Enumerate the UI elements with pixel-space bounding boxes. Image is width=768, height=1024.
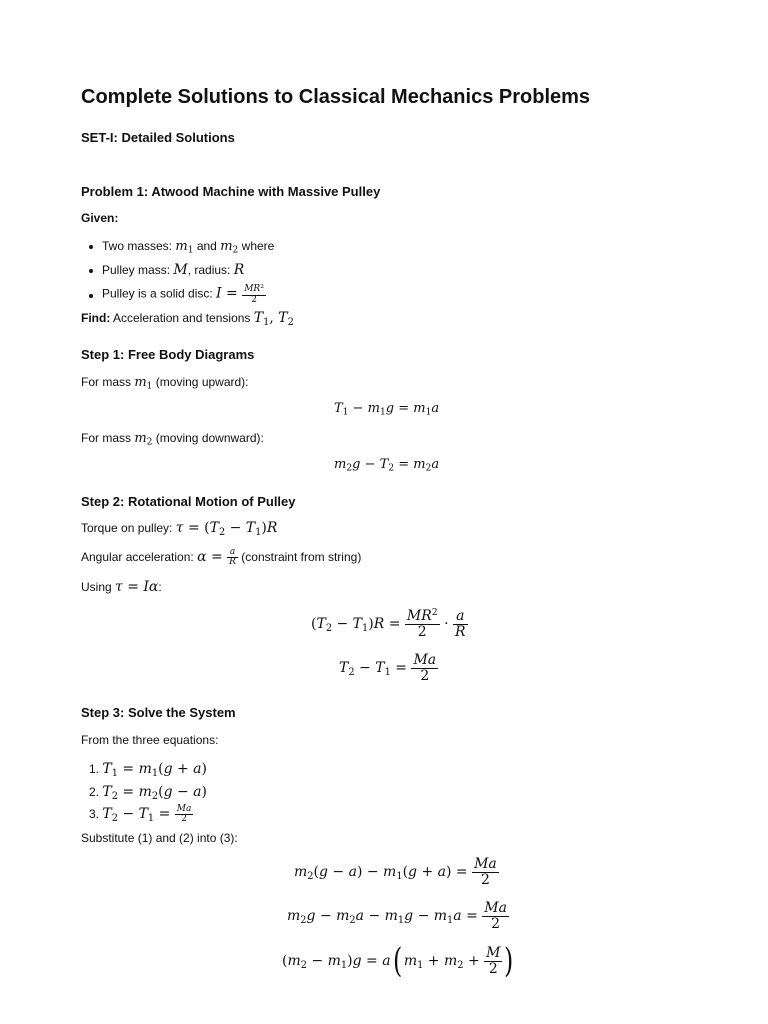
document-title: Complete Solutions to Classical Mechanics Problems [81,86,591,108]
equation-list-item: 3. $T_2 - T_1$ = $\frac{Ma}{2}$ [89,804,192,825]
using-line: Using τ = Iα: [81,579,162,595]
set-heading: SET-I: Detailed Solutions [81,130,235,145]
equation-collected: $(m_2 - m_1)g = a$( $m_1 + m_2$ + $\frac{M}{2}$ ) [282,941,514,981]
step1-text: For mass [81,431,135,445]
step3-intro: From the three equations: [81,733,219,747]
equation-mass1: $T_1 - m_1g = m_1a$ [334,401,440,418]
list-number: 1. [89,762,100,776]
equation-tension-difference: $T_2 - T_1$ = $\frac{Ma}{2}$ [339,652,437,684]
bullet-dot [89,294,93,298]
step2-text: Using [81,580,116,594]
list-number: 3. [89,807,100,822]
bullet-dot [89,269,93,273]
step3-heading: Step 3: Solve the System [81,705,236,720]
equation-list-item: 2. $T_2 = m_2(g - a)$ [89,784,207,802]
step2-text: Angular acceleration: [81,550,198,565]
step1-mass1-line: For mass $m_1$ (moving upward): [81,375,249,392]
find-line: Find: Acceleration and tensions $T_1$, $T_2$ [81,310,294,328]
given-item-text: Pulley is a solid disc: [102,286,217,301]
given-item-pulley: Pulley mass: M, radius: R [102,262,245,278]
step2-heading: Step 2: Rotational Motion of Pulley [81,494,296,509]
equation-list-item: 1. $T_1 = m_1(g + a)$ [89,761,207,779]
step1-text: (moving downward): [152,431,264,445]
step1-mass2-line: For mass $m_2$ (moving downward): [81,431,264,448]
equation-torque-inertia: $(T_2 - T_1)R$ = $\frac{MR^2}{2}$ · $\frac{a}{R}$ [311,608,466,640]
substitute-text: Substitute (1) and (2) into (3): [81,831,238,845]
step1-text: (moving upward): [152,375,249,389]
given-item-text: and [193,239,221,253]
given-item-text: where [238,239,275,253]
find-label: Find: [81,311,111,325]
problem1-heading: Problem 1: Atwood Machine with Massive Pulley [81,184,381,199]
given-label: Given: [81,211,119,225]
torque-line: Torque on pulley: $\tau = (T_2 - T_1)R$ [81,520,278,538]
given-item-text: Two masses: [102,239,176,253]
given-item-disc: Pulley is a solid disc: I = $\frac{MR^2}{2}$ [102,284,264,305]
list-number: 2. [89,785,100,799]
given-item-masses: Two masses: $m_1$ and $m_2$ where [102,239,275,256]
step2-text: : [158,580,162,594]
equation-mass2: $m_2g - T_2 = m_2a$ [334,457,440,474]
bullet-dot [89,245,93,249]
equation-expanded: $m_2g - m_2a - m_1g - m_1a$ = $\frac{Ma}{2}$ [287,900,507,932]
equation-substituted: $m_2(g - a) - m_1(g + a)$ = $\frac{Ma}{2}$ [294,856,497,888]
step1-heading: Step 1: Free Body Diagrams [81,347,255,362]
step1-text: For mass [81,375,135,389]
angular-line: Angular acceleration: α = $\frac{a}{R}$ (constraint from string) [81,547,362,568]
step2-text: Torque on pulley: [81,521,176,535]
given-item-text: Pulley mass: [102,263,174,277]
find-text: Acceleration and tensions [110,311,254,325]
given-item-text: , radius: [187,263,234,277]
step2-text: (constraint from string) [237,550,362,565]
